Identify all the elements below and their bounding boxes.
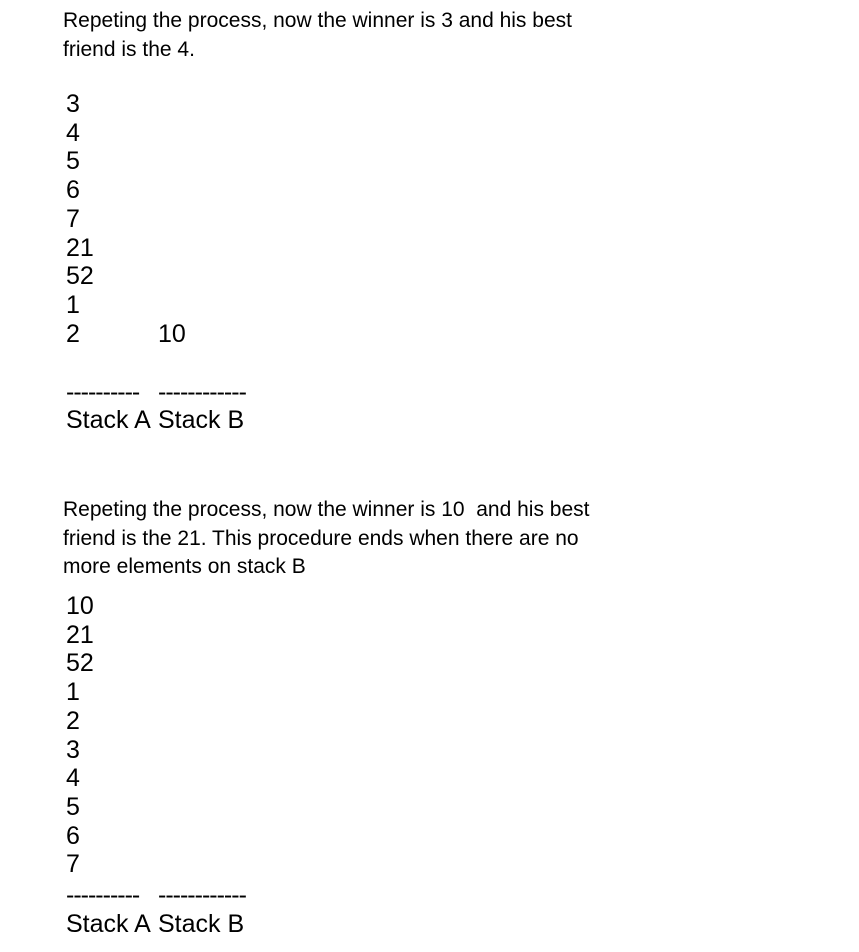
- stack-dividers-2: [66, 881, 246, 910]
- stack-a-value: 6: [66, 821, 80, 850]
- stack-row: [66, 822, 158, 851]
- stack-a-value: 4: [66, 764, 80, 793]
- stack-a-value: 6: [66, 176, 80, 205]
- stack-a-value: 21: [66, 233, 94, 262]
- stack-a-value: 2: [66, 706, 80, 735]
- stack-rows-2: [66, 592, 158, 879]
- stack-row: [66, 850, 158, 879]
- stack-a-value: 52: [66, 262, 94, 291]
- stack-a-label: Stack A: [66, 910, 151, 938]
- stack-b-label: Stack B: [158, 910, 245, 938]
- stack-a-value: 52: [66, 649, 94, 678]
- paragraph-line: more elements on stack B: [63, 555, 306, 578]
- stack-row: [66, 205, 186, 234]
- paragraph-2: [63, 496, 589, 582]
- stack-a-label: Stack A: [66, 406, 151, 434]
- stack-a-value: 5: [66, 792, 80, 821]
- stack-row: [66, 621, 158, 650]
- stack-b-divider: ------------: [158, 881, 246, 909]
- stack-row: [66, 119, 186, 148]
- stack-row: [66, 736, 158, 765]
- stack-b-divider: ------------: [158, 378, 246, 406]
- stack-row: [66, 793, 158, 822]
- stack-a-value: 21: [66, 620, 94, 649]
- stack-row: [66, 707, 158, 736]
- stack-dividers-1: [66, 378, 246, 407]
- stack-b-label: Stack B: [158, 406, 245, 434]
- stack-a-value: 1: [66, 678, 80, 707]
- stack-row: [66, 234, 186, 263]
- paragraph-line: friend is the 21. This procedure ends when there are no: [63, 526, 579, 550]
- stack-rows-1: [66, 90, 186, 348]
- stack-row: [66, 764, 158, 793]
- stack-row: [66, 90, 186, 119]
- stack-labels-1: [66, 406, 244, 435]
- stack-row: [66, 649, 158, 678]
- paragraph-line: Repeting the process, now the winner is 10 and his best: [63, 498, 590, 521]
- stack-row: [66, 320, 186, 349]
- stack-a-value: 7: [66, 850, 80, 879]
- stack-labels-2: [66, 910, 244, 939]
- stack-row: [66, 592, 158, 621]
- stack-a-value: 3: [66, 90, 80, 118]
- stack-a-value: 4: [66, 118, 80, 147]
- paragraph-line: friend is the 4.: [63, 37, 195, 61]
- stack-a-divider: ----------: [66, 378, 140, 406]
- stack-row: [66, 291, 186, 320]
- stack-a-value: 7: [66, 204, 80, 233]
- paragraph-1: [63, 7, 572, 64]
- stack-row: [66, 176, 186, 205]
- paragraph-line: Repeting the process, now the winner is 3 and his best: [63, 9, 572, 32]
- stack-a-value: 2: [66, 319, 80, 348]
- stack-row: [66, 262, 186, 291]
- stack-row: [66, 678, 158, 707]
- stack-a-value: 5: [66, 147, 80, 176]
- stack-row: [66, 147, 186, 176]
- stack-a-divider: ----------: [66, 881, 140, 909]
- stack-a-value: 10: [66, 592, 94, 620]
- stack-b-value: 10: [158, 319, 186, 348]
- stack-a-value: 1: [66, 290, 80, 319]
- stack-a-value: 3: [66, 735, 80, 764]
